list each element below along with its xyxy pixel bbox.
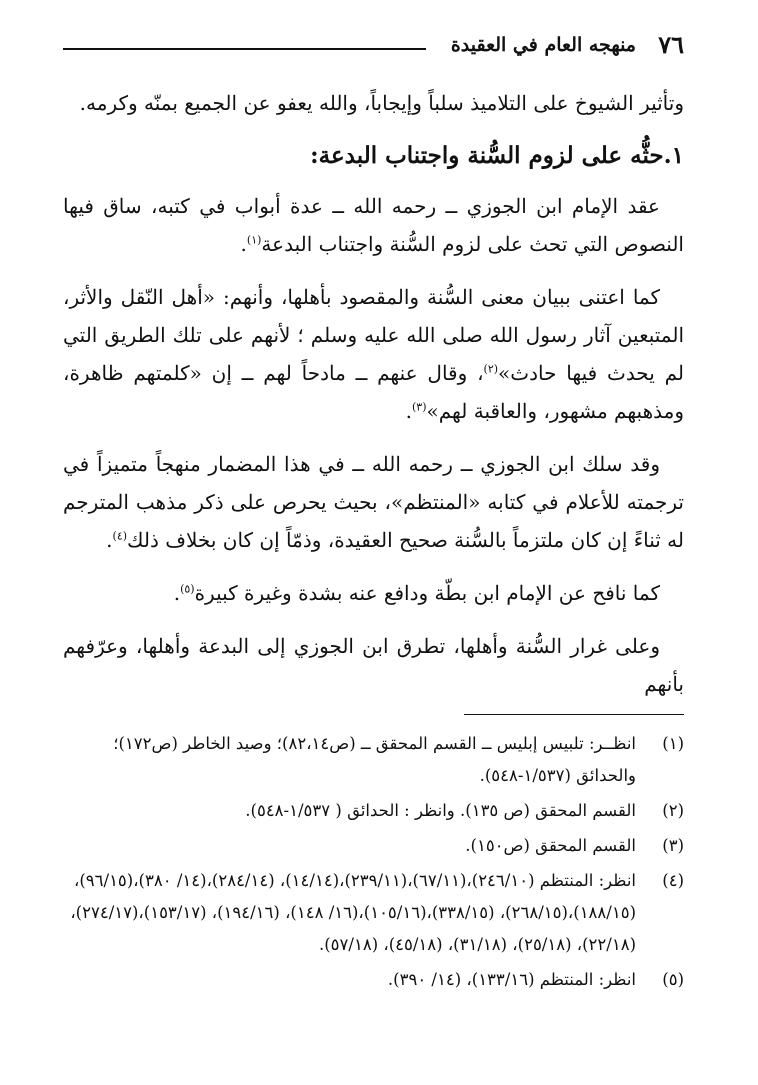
footnotes bbox=[63, 728, 684, 999]
paragraph-3: وقد سلك ابن الجوزي ــ رحمه الله ــ في هذا المضمار منهجاً متميزاً في ترجمته للأعلام في كتابه «المنتظم»، بحيث يحرص على ذكر مذهب المترجم له ثناءً إن كان ملتزماً بالسُّنة صحيح العقيدة، وذمّاً إن كان بخلاف ذلك$^{(٤)}$. bbox=[63, 452, 684, 552]
footnote bbox=[63, 964, 684, 996]
footnote-separator bbox=[464, 714, 684, 715]
footnote bbox=[63, 865, 684, 961]
body-text bbox=[63, 84, 684, 718]
footnote-text: انظر: المنتظم (١٣٣/١٦)، (١٤/ ٣٩٠). bbox=[387, 970, 636, 989]
paragraph-continuation: وتأثير الشيوخ على التلاميذ سلباً وإيجاباً، والله يعفو عن الجميع بمنّه وكرمه. bbox=[79, 91, 684, 115]
footnote bbox=[63, 728, 684, 792]
paragraph-5: وعلى غرار السُّنة وأهلها، تطرق ابن الجوزي إلى البدعة وأهلها، وعرّفهم بأنهم bbox=[63, 634, 684, 696]
footnote-text: انظر: المنتظم (٢٤٦/١٠)،(٦٧/١١)،(٢٣٩/١١)،(١٤/١٤)، (٢٨٤/١٤)،(١٤/ ٣٨٠)،(٩٦/١٥)،(١٨٨/١٥)،(٢٦٨/١٥)، (٣٣٨/١٥)،(١٠٥/١٦)،(١٦/ ١٤٨)، (١٩٤/١٦)، (١٥٣/١٧)،(٢٧٤/١٧)،(٢٢/١٨)، (٢٥/١٨)، (٣١/١٨)، (٤٥/١٨)، (٥٧/١٨). bbox=[70, 871, 636, 954]
footnote-ref[interactable]: (٥) bbox=[180, 582, 195, 596]
footnote-text: القسم المحقق (ص ١٣٥). وانظر : الحدائق ( ١/٥٣٧-٥٤٨). bbox=[245, 801, 636, 820]
header-rule bbox=[63, 48, 426, 50]
footnote-number: (١) bbox=[662, 734, 684, 753]
page-number: ٧٦ bbox=[658, 30, 684, 59]
footnote-text: القسم المحقق (ص١٥٠). bbox=[465, 836, 636, 855]
footnote-ref[interactable]: (٣) bbox=[411, 400, 427, 414]
paragraph-1: عقد الإمام ابن الجوزي ــ رحمه الله ــ عدة أبواب في كتبه، ساق فيها النصوص التي تحث على لزوم السُّنة واجتناب البدعة$^{(١)}$. bbox=[63, 194, 684, 256]
footnote-number: (٤) bbox=[662, 871, 684, 890]
running-title: منهجه العام في العقيدة bbox=[450, 34, 636, 56]
paragraph-2: كما اعتنى ببيان معنى السُّنة والمقصود بأهلها، وأنهم: «أهل النّقل والأثر، المتبعين آثار رسول الله صلى الله عليه وسلم ؛ لأنهم على تلك الطريق التي لم يحدث فيها حادث»$^{(٢)}$، وقال عنهم ــ مادحاً لهم ــ إن «كلمتهم ظاهرة، ومذهبهم مشهور، والعاقبة لهم»$^{(٣)}$. bbox=[63, 285, 684, 423]
footnote-number: (٥) bbox=[662, 970, 684, 989]
page-header bbox=[63, 30, 684, 70]
footnote-text: انظــر: تلبيس إبليس ــ القسم المحقق ــ (ص٨٢،١٤)؛ وصيد الخاطر (ص١٧٢)؛ والحدائق (١/٥٣٧-٥٤٨). bbox=[113, 734, 636, 785]
footnote-number: (٣) bbox=[662, 836, 684, 855]
footnote-ref[interactable]: (٤) bbox=[112, 529, 128, 543]
footnote bbox=[63, 830, 684, 862]
footnote-ref[interactable]: (١) bbox=[246, 233, 262, 247]
footnote-ref[interactable]: (٢) bbox=[483, 362, 499, 376]
footnote-number: (٢) bbox=[662, 801, 684, 820]
footnote bbox=[63, 795, 684, 827]
section-heading: ١.حثُّه على لزوم السُّنة واجتناب البدعة: bbox=[310, 142, 684, 169]
paragraph-4: كما نافح عن الإمام ابن بطّة ودافع عنه بشدة وغيرة كبيرة$^{(٥)}$. bbox=[173, 581, 660, 605]
